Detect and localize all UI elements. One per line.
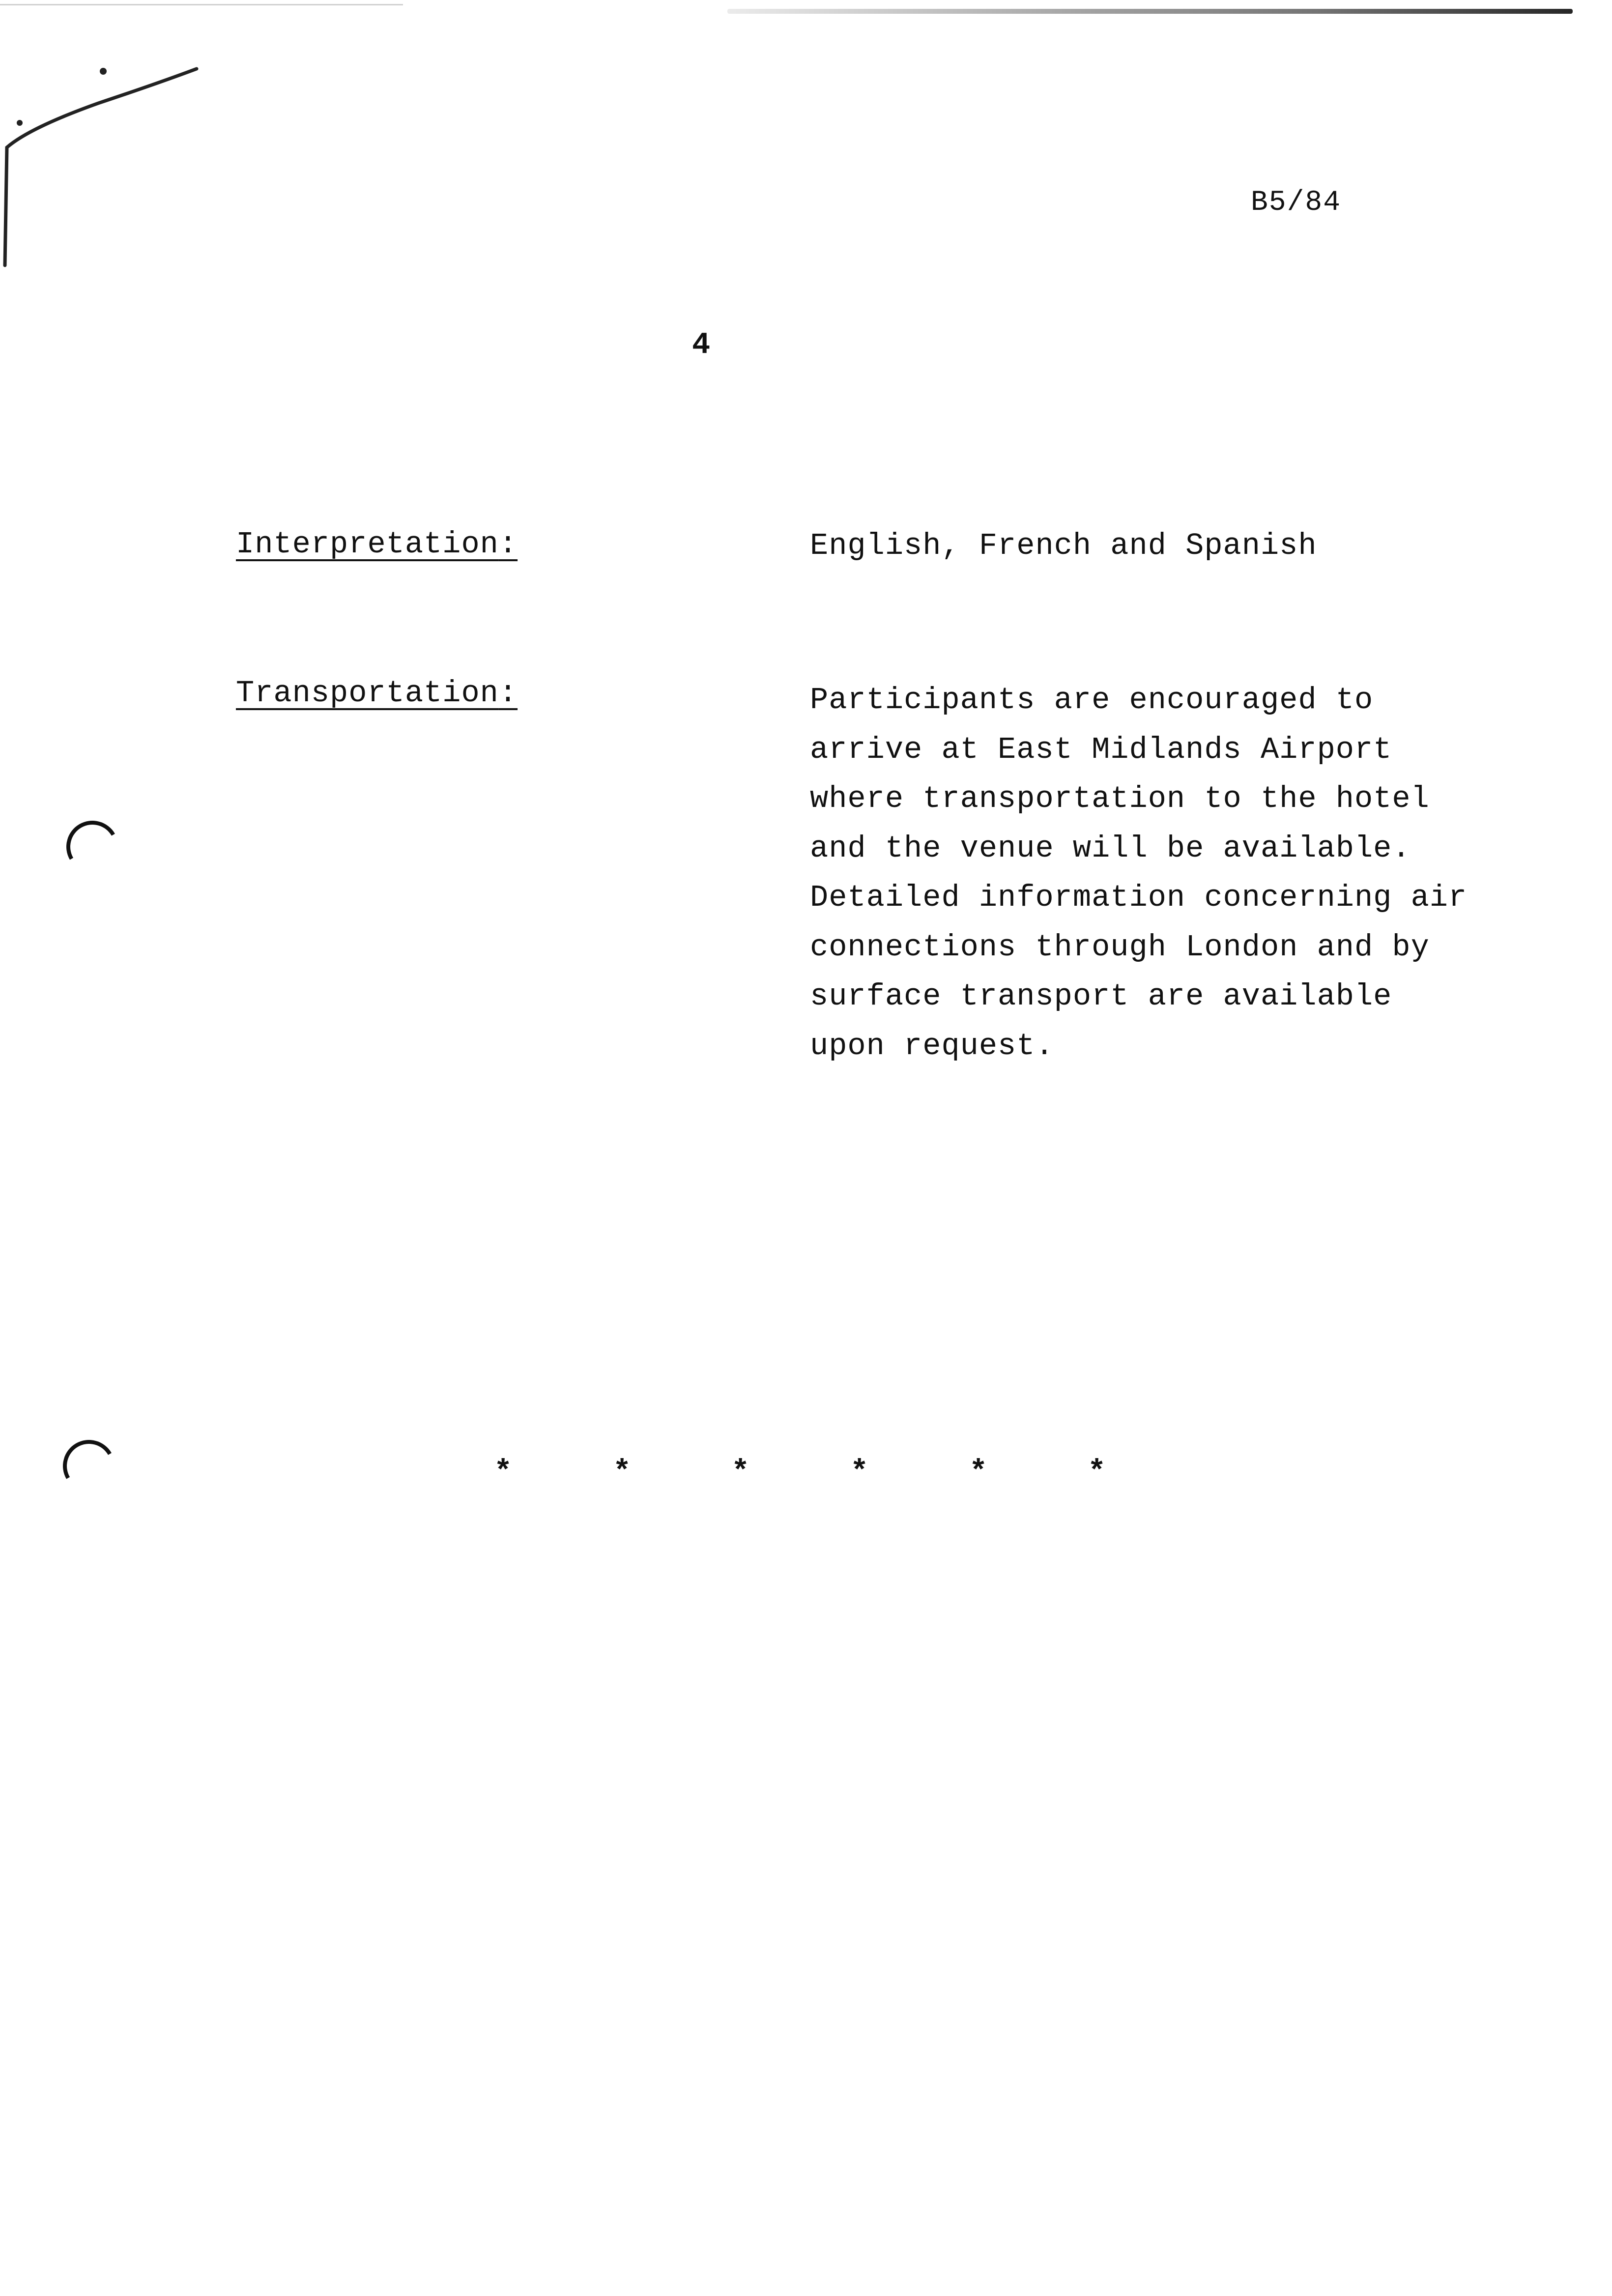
- transportation-line: arrive at East Midlands Airport: [810, 732, 1392, 767]
- transportation-line: upon request.: [810, 1028, 1054, 1063]
- transportation-value: [810, 676, 1467, 1071]
- separator-star: *: [494, 1455, 513, 1490]
- punch-hole-mark: [60, 815, 124, 879]
- separator-star: *: [969, 1455, 988, 1490]
- section-separator: [0, 1455, 1612, 1494]
- transportation-line: Detailed information concerning air: [810, 880, 1468, 915]
- interpretation-label: Interpretation:: [236, 527, 518, 562]
- transportation-line: connections through London and by: [810, 929, 1430, 965]
- transportation-label: Transportation:: [236, 676, 518, 711]
- transportation-line: Participants are encouraged to: [810, 683, 1374, 718]
- separator-star: *: [1088, 1455, 1106, 1490]
- page-number: 4: [692, 327, 711, 362]
- separator-star: *: [850, 1455, 869, 1490]
- transportation-line: and the venue will be available.: [810, 831, 1411, 866]
- document-reference: B5/84: [1251, 187, 1342, 219]
- interpretation-value: English, French and Spanish: [810, 528, 1317, 563]
- transportation-line: surface transport are available: [810, 979, 1392, 1014]
- scan-corner-mark: [0, 0, 226, 275]
- transportation-line: where transportation to the hotel: [810, 781, 1430, 816]
- separator-star: *: [731, 1455, 750, 1490]
- separator-star: *: [613, 1455, 632, 1490]
- scan-edge-shadow: [727, 9, 1573, 14]
